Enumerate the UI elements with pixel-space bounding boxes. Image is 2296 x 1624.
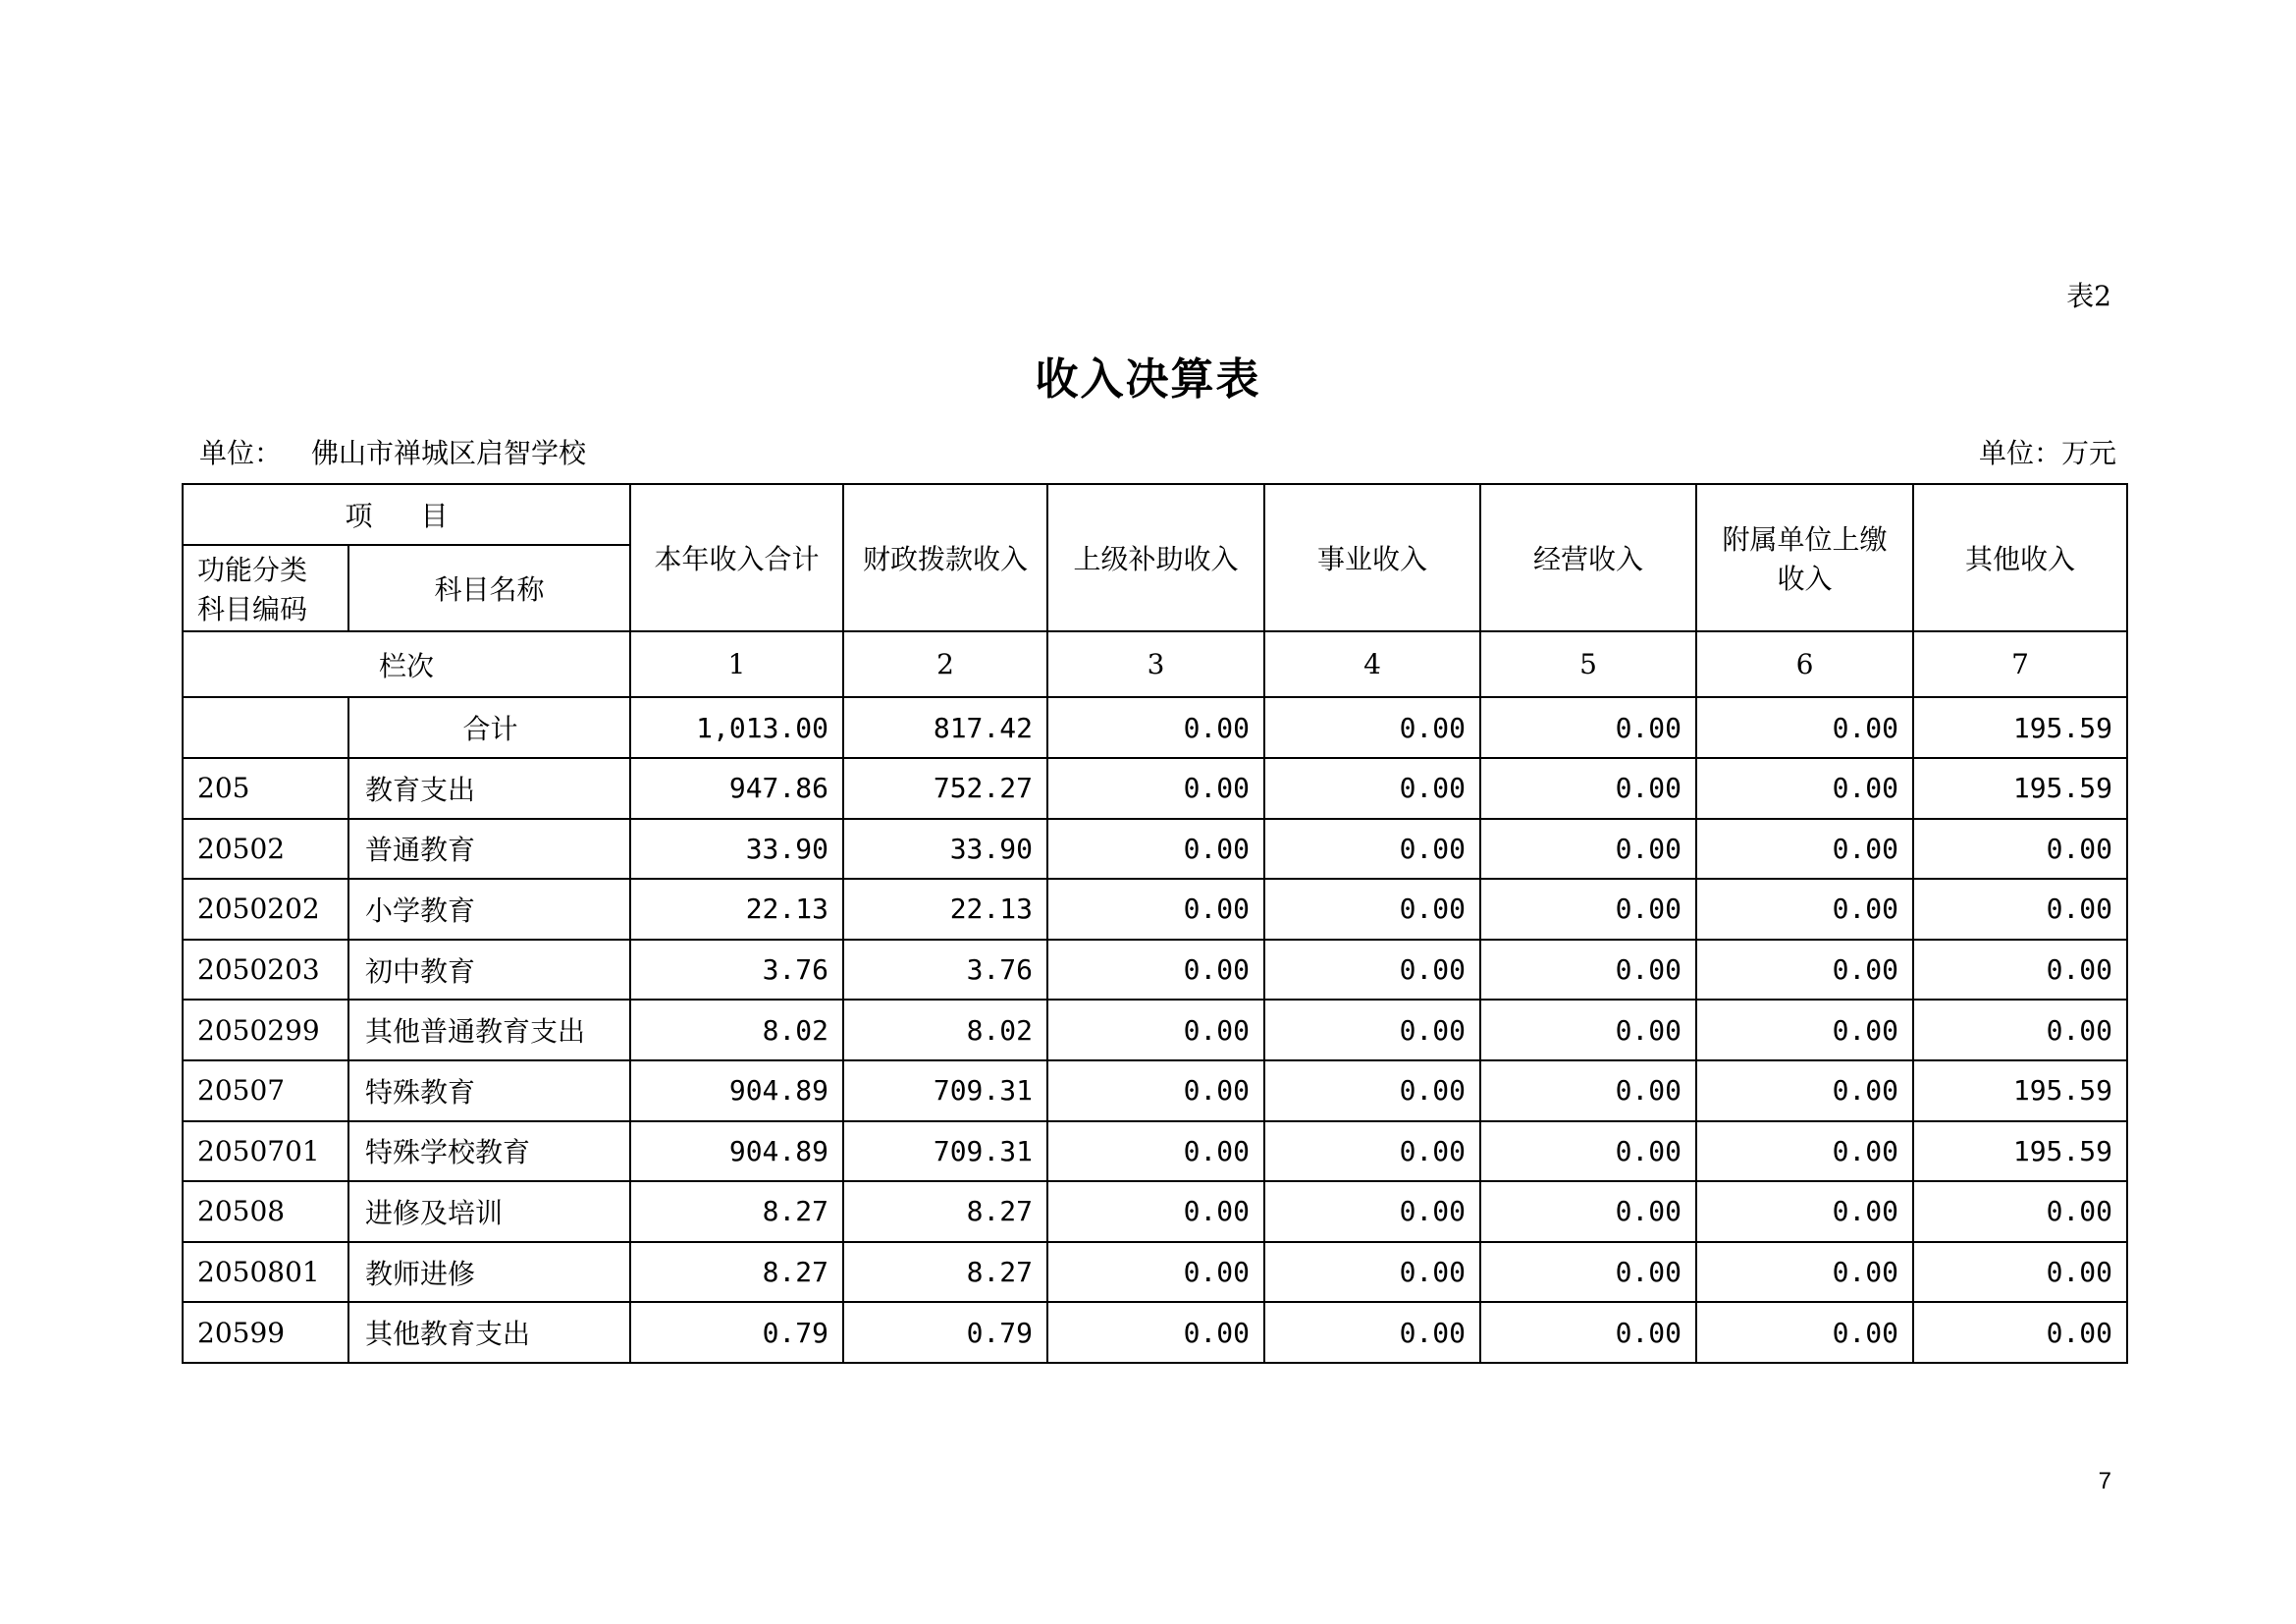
header-col-2: 财政拨款收入 xyxy=(843,484,1047,631)
row-value: 0.00 xyxy=(1913,879,2127,940)
row-value: 0.00 xyxy=(1480,1302,1696,1363)
lanci-label: 栏次 xyxy=(183,631,630,697)
row-value: 195.59 xyxy=(1913,758,2127,819)
row-name: 小学教育 xyxy=(348,879,630,940)
row-value: 0.00 xyxy=(1264,1302,1480,1363)
row-code xyxy=(183,697,348,758)
table-row xyxy=(183,1121,2127,1182)
row-value: 0.00 xyxy=(1264,1181,1480,1242)
row-value: 904.89 xyxy=(630,1060,843,1121)
row-value: 0.00 xyxy=(1696,1000,1913,1060)
row-value: 0.00 xyxy=(1696,1302,1913,1363)
row-value: 0.00 xyxy=(1913,1302,2127,1363)
row-value: 0.00 xyxy=(1264,758,1480,819)
row-value: 0.00 xyxy=(1696,879,1913,940)
table-row xyxy=(183,879,2127,940)
row-value: 0.00 xyxy=(1480,819,1696,880)
table-row xyxy=(183,1242,2127,1303)
row-value: 8.27 xyxy=(630,1242,843,1303)
lanci-number: 3 xyxy=(1047,631,1264,697)
row-name: 进修及培训 xyxy=(348,1181,630,1242)
row-value: 0.00 xyxy=(1913,819,2127,880)
table-id: 表2 xyxy=(2066,280,2111,312)
row-value: 0.00 xyxy=(1264,1000,1480,1060)
row-value: 8.27 xyxy=(843,1181,1047,1242)
row-code: 20507 xyxy=(183,1060,348,1121)
row-value: 0.00 xyxy=(1480,758,1696,819)
header-col-5: 经营收入 xyxy=(1480,484,1696,631)
row-value: 0.00 xyxy=(1047,1121,1264,1182)
row-value: 0.00 xyxy=(1913,1242,2127,1303)
row-value: 195.59 xyxy=(1913,697,2127,758)
row-code: 2050299 xyxy=(183,1000,348,1060)
row-value: 0.00 xyxy=(1696,758,1913,819)
row-value: 0.00 xyxy=(1913,1000,2127,1060)
table-row xyxy=(183,1181,2127,1242)
row-value: 0.00 xyxy=(1047,819,1264,880)
row-value: 709.31 xyxy=(843,1060,1047,1121)
row-value: 3.76 xyxy=(843,940,1047,1001)
row-value: 0.79 xyxy=(843,1302,1047,1363)
row-name: 普通教育 xyxy=(348,819,630,880)
row-value: 0.00 xyxy=(1696,1242,1913,1303)
row-value: 0.00 xyxy=(1480,1060,1696,1121)
row-value: 0.00 xyxy=(1480,1242,1696,1303)
row-value: 8.02 xyxy=(843,1000,1047,1060)
row-value: 0.00 xyxy=(1264,697,1480,758)
row-value: 0.00 xyxy=(1264,1060,1480,1121)
row-value: 904.89 xyxy=(630,1121,843,1182)
row-name: 特殊学校教育 xyxy=(348,1121,630,1182)
lanci-number: 1 xyxy=(630,631,843,697)
row-value: 3.76 xyxy=(630,940,843,1001)
table-row xyxy=(183,1302,2127,1363)
row-value: 8.27 xyxy=(630,1181,843,1242)
row-value: 0.00 xyxy=(1913,940,2127,1001)
row-value: 1,013.00 xyxy=(630,697,843,758)
row-value: 0.00 xyxy=(1480,697,1696,758)
row-name: 教师进修 xyxy=(348,1242,630,1303)
row-value: 0.00 xyxy=(1696,1121,1913,1182)
row-name: 合计 xyxy=(348,697,630,758)
row-value: 0.00 xyxy=(1047,1000,1264,1060)
row-code: 2050203 xyxy=(183,940,348,1001)
header-col-4: 事业收入 xyxy=(1264,484,1480,631)
row-name: 教育支出 xyxy=(348,758,630,819)
header-col-3: 上级补助收入 xyxy=(1047,484,1264,631)
row-value: 0.00 xyxy=(1480,1121,1696,1182)
row-value: 0.00 xyxy=(1913,1181,2127,1242)
row-value: 0.00 xyxy=(1696,940,1913,1001)
row-value: 0.00 xyxy=(1696,1181,1913,1242)
header-col-7: 其他收入 xyxy=(1913,484,2127,631)
row-code: 20502 xyxy=(183,819,348,880)
row-value: 22.13 xyxy=(843,879,1047,940)
lanci-number: 2 xyxy=(843,631,1047,697)
table-row xyxy=(183,819,2127,880)
row-value: 0.00 xyxy=(1264,819,1480,880)
row-value: 8.27 xyxy=(843,1242,1047,1303)
row-name: 其他教育支出 xyxy=(348,1302,630,1363)
lanci-number: 4 xyxy=(1264,631,1480,697)
header-name: 科目名称 xyxy=(348,545,630,631)
row-code: 2050202 xyxy=(183,879,348,940)
row-value: 752.27 xyxy=(843,758,1047,819)
row-value: 0.00 xyxy=(1047,1242,1264,1303)
row-value: 0.00 xyxy=(1480,1181,1696,1242)
row-value: 0.00 xyxy=(1047,879,1264,940)
row-value: 947.86 xyxy=(630,758,843,819)
unit-org-value: 佛山市禅城区启智学校 xyxy=(311,437,587,469)
row-value: 0.00 xyxy=(1696,697,1913,758)
row-value: 0.00 xyxy=(1047,1302,1264,1363)
row-value: 33.90 xyxy=(630,819,843,880)
lanci-number: 6 xyxy=(1696,631,1913,697)
header-col-1: 本年收入合计 xyxy=(630,484,843,631)
row-code: 2050701 xyxy=(183,1121,348,1182)
row-value: 195.59 xyxy=(1913,1121,2127,1182)
lanci-number: 7 xyxy=(1913,631,2127,697)
unit-org xyxy=(199,432,586,471)
page-title: 收入决算表 xyxy=(1035,354,1261,405)
row-value: 0.00 xyxy=(1047,697,1264,758)
unit-currency: 单位：万元 xyxy=(1978,437,2116,469)
row-value: 8.02 xyxy=(630,1000,843,1060)
row-name: 特殊教育 xyxy=(348,1060,630,1121)
row-name: 初中教育 xyxy=(348,940,630,1001)
row-code: 20599 xyxy=(183,1302,348,1363)
row-value: 195.59 xyxy=(1913,1060,2127,1121)
row-code: 2050801 xyxy=(183,1242,348,1303)
unit-org-label: 单位： xyxy=(199,437,283,469)
row-value: 0.00 xyxy=(1696,1060,1913,1121)
row-value: 709.31 xyxy=(843,1121,1047,1182)
row-name: 其他普通教育支出 xyxy=(348,1000,630,1060)
row-value: 0.00 xyxy=(1264,940,1480,1001)
lanci-number: 5 xyxy=(1480,631,1696,697)
row-value: 0.00 xyxy=(1480,940,1696,1001)
row-value: 817.42 xyxy=(843,697,1047,758)
row-value: 0.00 xyxy=(1480,879,1696,940)
row-value: 0.00 xyxy=(1047,940,1264,1001)
page-number: 7 xyxy=(2098,1468,2111,1494)
header-col-6: 附属单位上缴收入 xyxy=(1696,484,1913,631)
row-value: 0.00 xyxy=(1047,1181,1264,1242)
row-value: 0.79 xyxy=(630,1302,843,1363)
row-value: 22.13 xyxy=(630,879,843,940)
row-value: 33.90 xyxy=(843,819,1047,880)
row-value: 0.00 xyxy=(1264,1121,1480,1182)
header-code: 功能分类科目编码 xyxy=(183,545,348,631)
row-value: 0.00 xyxy=(1047,758,1264,819)
row-value: 0.00 xyxy=(1264,1242,1480,1303)
data-rows xyxy=(183,697,2127,1363)
row-code: 20508 xyxy=(183,1181,348,1242)
header-item: 项 目 xyxy=(183,484,630,545)
income-table xyxy=(182,483,2128,1364)
row-value: 0.00 xyxy=(1047,1060,1264,1121)
row-value: 0.00 xyxy=(1264,879,1480,940)
row-code: 205 xyxy=(183,758,348,819)
table-row xyxy=(183,1060,2127,1121)
table-row xyxy=(183,940,2127,1001)
row-value: 0.00 xyxy=(1480,1000,1696,1060)
table-row xyxy=(183,758,2127,819)
table-row xyxy=(183,1000,2127,1060)
row-value: 0.00 xyxy=(1696,819,1913,880)
total-row xyxy=(183,697,2127,758)
